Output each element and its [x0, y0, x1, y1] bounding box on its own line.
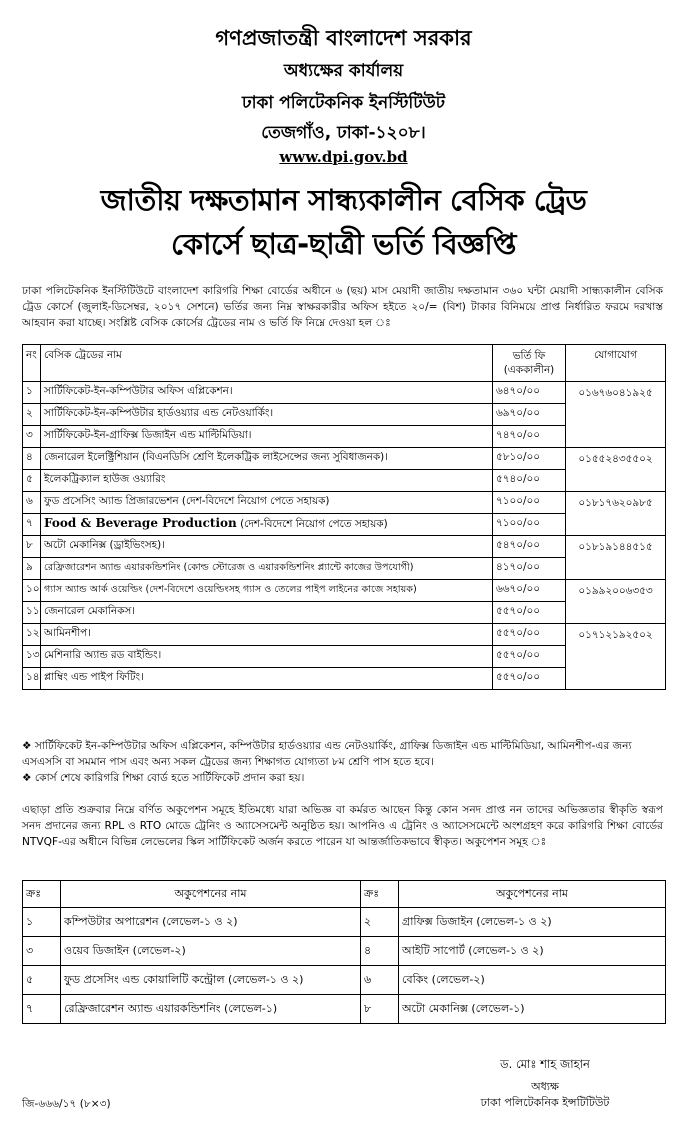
- institute-name: ঢাকা পলিটেকনিক ইনস্টিটিউট: [241, 93, 446, 113]
- row-fee: ৬৪৭০/০০: [493, 382, 566, 404]
- row-fee: ৫৮১০/০০: [493, 448, 566, 470]
- row-num: ১৩: [23, 646, 41, 668]
- occ-num: ২: [361, 908, 399, 937]
- occ-name: ফুড প্রসেসিং এন্ড কোয়ালিটি কন্ট্রোল (লেভেল-১ ও ২): [61, 966, 361, 995]
- header-num: ক্রঃ: [361, 881, 399, 908]
- row-num: ৬: [23, 492, 41, 514]
- occ-num: ৪: [361, 937, 399, 966]
- table-row: [23, 908, 666, 937]
- row-name: আমিনশীপ।: [41, 624, 493, 646]
- table-row: [23, 492, 666, 514]
- row-fee: ৫৫৭০/০০: [493, 602, 566, 624]
- row-name: সার্টিফিকেট-ইন-কম্পিউটার হার্ডওয়্যার এন্ড নেটওয়ার্কিং।: [41, 404, 493, 426]
- header-name: অকুপেশনের নাম: [399, 881, 666, 908]
- row-num: ১১: [23, 602, 41, 624]
- occupations-table-header: [23, 881, 666, 908]
- header-name: বেসিক ট্রেডের নাম: [41, 345, 493, 382]
- row-num: ১: [23, 382, 41, 404]
- occ-name: ওয়েব ডিজাইন (লেভেল-২): [61, 937, 361, 966]
- table-row: [23, 448, 666, 470]
- occ-name: আইটি সাপোর্ট (লেভেল-১ ও ২): [399, 937, 666, 966]
- occ-num: ৩: [23, 937, 61, 966]
- header-contact: যোগাযোগ: [566, 345, 666, 382]
- contact-phone: ০১৫৫২৪৩৫৫০২: [566, 448, 666, 492]
- contact-phone: ০১৯৯২০০৬৩৫৩: [566, 580, 666, 624]
- row-fee: ৬৬৭০/০০: [493, 580, 566, 602]
- contact-phone: ০১৬৭৬০৪১৯২৫: [566, 382, 666, 448]
- row-name: মেশিনারি অ্যান্ড রড বাইন্ডিং।: [41, 646, 493, 668]
- intro-paragraph: ঢাকা পলিটেকনিক ইনস্টিটিউটে বাংলাদেশ কারিগরি শিক্ষা বোর্ডের অধীনে ৬ (ছয়) মাস মেয়াদী জাতীয় দক্ষতামান ৩৬০ ঘন্টা মেয়াদী সান্ধ্যকালীন বেসিক ট্রেড কোর্সে (জুলাই-ডিসেম্বর, ২০১৭ সেশনে) ভর্তির জন্য নিম্ন স্বাক্ষরকারীর অফিস হইতে ২০/= (বিশ) টাকার বিনিময়ে প্রাপ্ত নির্ধারিত ফরমে দরখাস্ত আহবান করা যাচ্ছে। সংশ্লিষ্ট বেসিক কোর্সের ট্রেডের নাম ও ভর্তি ফি নিম্নে দেওয়া হল ঃ: [22, 285, 663, 329]
- row-name-bn: (দেশ-বিদেশে নিয়োগ পেতে সহায়ক): [240, 517, 388, 530]
- table-row: [23, 580, 666, 602]
- header-num: ক্রঃ: [23, 881, 61, 908]
- row-num: ৪: [23, 448, 41, 470]
- rpl-paragraph: এছাড়া প্রতি শুক্রবার নিম্নে বর্ণিত অকুপেশন সমূহে ইতিমধ্যে যারা অভিজ্ঞ বা কর্মরত আছেন কিন্তু কোন সনদ প্রাপ্ত নন তাদের অভিজ্ঞতার স্বীকৃতি স্বরূপ সনদ প্রদানের জন্য RPL ও RTO মোডে ট্রেনিং ও অ্যাসেসমেন্ট অনুষ্ঠিত হয়। আপনিও এ ট্রেনিং ও অ্যাসেসমেন্টে অংশগ্রহণ করে কারিগরি শিক্ষা বোর্ডের NTVQF-এর অধীনে বিভিন্ন লেভেলের স্কিল সার্টিফিকেট অর্জন করতে পারেন যা আন্তর্জাতিকভাবে স্বীকৃত। অকুপেশন সমূহ ঃ: [22, 804, 664, 848]
- row-name: গ্যাস অ্যান্ড আর্ক ওয়েল্ডিং (দেশ-বিদেশে ওয়েল্ডিংসহ গ্যাস ও তেলের পাইপ লাইনের কাজে সহায়ক): [41, 580, 493, 602]
- row-fee: ৪১৭০/০০: [493, 558, 566, 580]
- row-name: ইলেকট্রিক্যাল হাউজ ওয়্যারিং: [41, 470, 493, 492]
- contact-phone: ০১৭১২১৯২৫০২: [566, 624, 666, 690]
- row-num: ১২: [23, 624, 41, 646]
- institute-address: তেজগাঁও, ঢাকা-১২০৮।: [261, 123, 426, 143]
- table-row: [23, 995, 666, 1024]
- occ-name: বেকিং (লেভেল-২): [399, 966, 666, 995]
- occ-name: গ্রাফিক্স ডিজাইন (লেভেল-১ ও ২): [399, 908, 666, 937]
- row-name: সার্টিফিকেট-ইন-গ্রাফিক্স ডিজাইন এন্ড মাল্টিমিডিয়া।: [41, 426, 493, 448]
- row-num: ১০: [23, 580, 41, 602]
- signatory-designation: অধ্যক্ষ: [531, 1080, 559, 1093]
- note-certificate: ❖ কোর্স শেষে কারিগরি শিক্ষা বোর্ড হতে সার্টিফিকেট প্রদান করা হয়।: [22, 772, 305, 784]
- occ-name: রেফ্রিজারেশন অ্যান্ড এয়ারকন্ডিশনিং (লেভেল-১): [61, 995, 361, 1024]
- row-fee: ৬৯৭০/০০: [493, 404, 566, 426]
- table-row: [23, 966, 666, 995]
- note-eligibility: ❖ সার্টিফিকেট ইন-কম্পিউটার অফিস এপ্লিকেশন, কম্পিউটার হার্ডওয়্যার এন্ড নেটওয়ার্কিং, গ্রাফিক্স ডিজাইন এন্ড মাল্টিমিডিয়া, আমিনশীপ-এর জন্য এসএসসি বা সমমান পাস এবং অন্য সকল ট্রেডের জন্য শিক্ষাগত যোগ্যতা ৮ম শ্রেণি পাস হতে হবে।: [22, 740, 632, 768]
- table-row: [23, 624, 666, 646]
- row-num: ৮: [23, 536, 41, 558]
- occ-name: কম্পিউটার অপারেশন (লেভেল-১ ও ২): [61, 908, 361, 937]
- occupations-table: [22, 880, 666, 1024]
- header-name: অকুপেশনের নাম: [61, 881, 361, 908]
- signatory-institute: ঢাকা পলিটেকনিক ইন্সটিটিউট: [480, 1096, 610, 1109]
- row-name: সার্টিফিকেট-ইন-কম্পিউটার অফিস এপ্লিকেশন।: [41, 382, 493, 404]
- row-fee: ৭১০০/০০: [493, 514, 566, 536]
- header-fee: [493, 345, 566, 382]
- reference-number: জি-৬৬৬/১৭ (৮×৩): [22, 1098, 111, 1110]
- courses-table-header: [23, 345, 666, 382]
- occ-num: ১: [23, 908, 61, 937]
- row-num: ৩: [23, 426, 41, 448]
- row-fee: ৭৪৭০/০০: [493, 426, 566, 448]
- row-name-en: Food & Beverage Production: [44, 515, 237, 530]
- row-name: ফুড প্রসেসিং অ্যান্ড প্রিজারভেশন (দেশ-বিদেশে নিয়োগ পেতে সহায়ক): [41, 492, 493, 514]
- table-row: [23, 937, 666, 966]
- row-name: জেনারেল ইলেক্ট্রিশিয়ান (বিএনডিসি শ্রেণি ইলেকট্রিক লাইসেন্সের জন্য সুবিধাজনক)।: [41, 448, 493, 470]
- row-name: রেফ্রিজারেশন অ্যান্ড এয়ারকন্ডিশনিং (কোল্ড স্টোরেজ ও এয়ারকন্ডিশনিং প্ল্যান্টে কাজের উপযোগী): [41, 558, 493, 580]
- occ-name: অটো মেকানিক্স (লেভেল-১): [399, 995, 666, 1024]
- notice-title-line2: কোর্সে ছাত্র-ছাত্রী ভর্তি বিজ্ঞপ্তি: [171, 227, 516, 261]
- row-name: [41, 514, 493, 536]
- occ-num: ৬: [361, 966, 399, 995]
- occ-num: ৮: [361, 995, 399, 1024]
- contact-phone: ০১৮১৭৬২০৯৮৫: [566, 492, 666, 536]
- row-name: প্লাম্বিং এন্ড পাইপ ফিটিং।: [41, 668, 493, 690]
- row-fee: ৫৫৭০/০০: [493, 646, 566, 668]
- header-num: নং: [23, 345, 41, 382]
- header-fee-line1: ভর্তি ফি: [512, 350, 546, 362]
- row-fee: ৭১০০/০০: [493, 492, 566, 514]
- office-name: অধ্যক্ষের কার্যালয়: [283, 61, 404, 81]
- row-fee: ৫৭৪০/০০: [493, 470, 566, 492]
- row-num: ৯: [23, 558, 41, 580]
- row-fee: ৫৫৭০/০০: [493, 668, 566, 690]
- row-name: অটো মেকানিক্স (ড্রাইভিংসহ)।: [41, 536, 493, 558]
- table-row: [23, 382, 666, 404]
- occ-num: ৭: [23, 995, 61, 1024]
- row-fee: ৫৪৭০/০০: [493, 536, 566, 558]
- row-num: ২: [23, 404, 41, 426]
- row-name: জেনারেল মেকানিকস।: [41, 602, 493, 624]
- signatory-name: ড. মোঃ শাহ জাহান: [500, 1057, 590, 1071]
- table-row: [23, 536, 666, 558]
- website-link[interactable]: www.dpi.gov.bd: [279, 148, 408, 166]
- govt-name: গণপ্রজাতন্ত্রী বাংলাদেশ সরকার: [215, 26, 472, 50]
- row-num: ৭: [23, 514, 41, 536]
- notice-title-line1: জাতীয় দক্ষতামান সান্ধ্যকালীন বেসিক ট্রেড: [100, 183, 587, 217]
- row-num: ১৪: [23, 668, 41, 690]
- row-num: ৫: [23, 470, 41, 492]
- occ-num: ৫: [23, 966, 61, 995]
- row-fee: ৫৫৭০/০০: [493, 624, 566, 646]
- contact-phone: ০১৮১৯১৪৪৫১৫: [566, 536, 666, 580]
- header-fee-line2: (এককালীন): [503, 364, 555, 376]
- courses-table: [22, 344, 666, 690]
